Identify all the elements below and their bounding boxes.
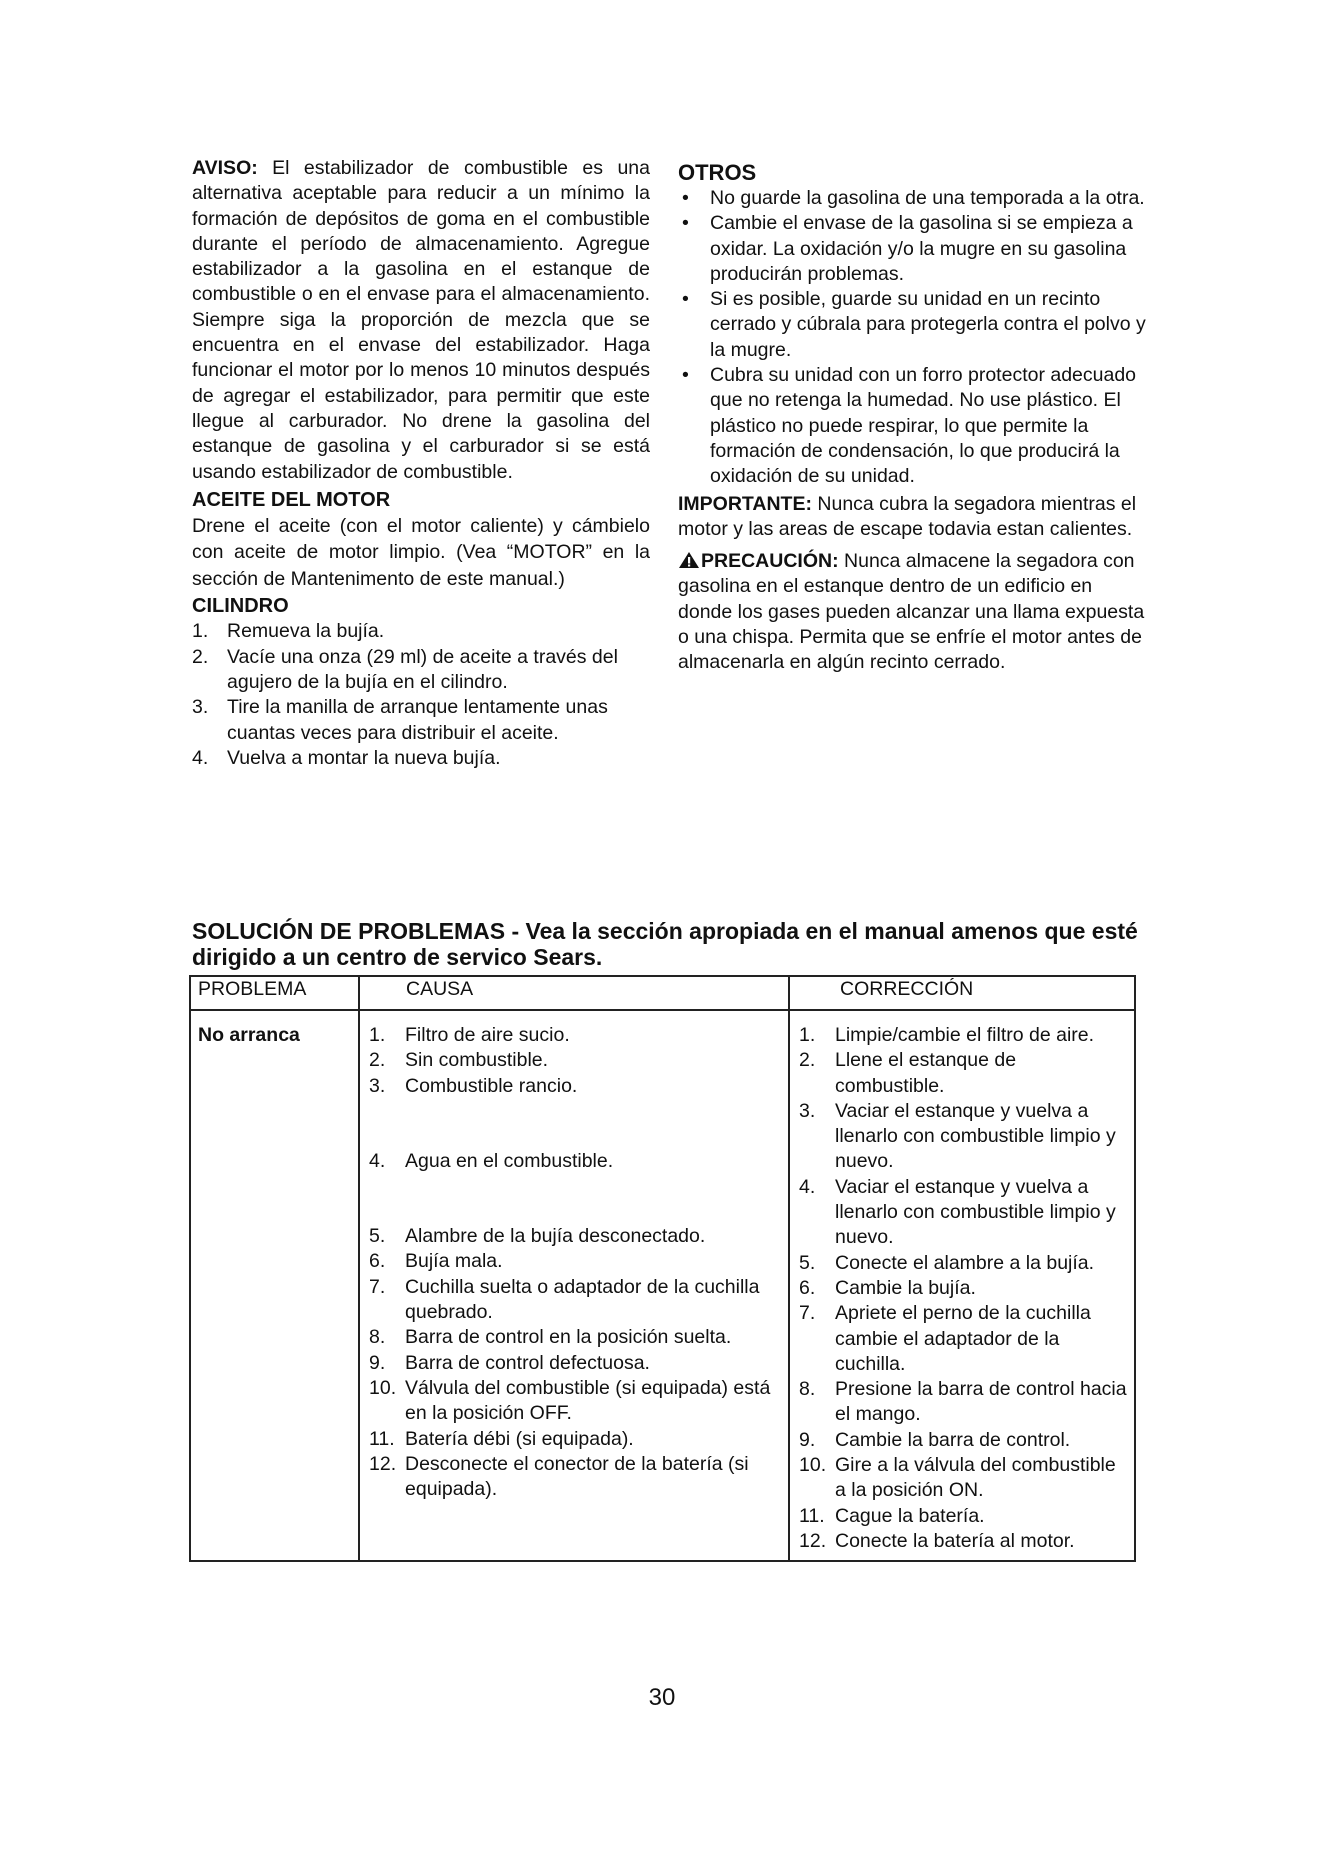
item-number: 4.	[369, 1149, 386, 1172]
list-item	[799, 1529, 1130, 1554]
troubleshooting-table	[189, 975, 1136, 1562]
list-item	[369, 1376, 784, 1427]
bullet-text: No guarde la gasolina de una temporada a la otra.	[710, 187, 1145, 209]
list-item	[799, 1428, 1130, 1453]
list-item	[678, 287, 1148, 363]
cause-text: Barra de control defectuosa.	[405, 1351, 650, 1374]
otros-bullets	[678, 186, 1148, 490]
warning-triangle-icon	[678, 551, 700, 569]
troubleshooting-title: SOLUCIÓN DE PROBLEMAS - Vea la sección apropiada en el manual amenos que esté dirigido a un centro de servico Sears.	[192, 918, 1138, 970]
item-number: 7.	[799, 1302, 816, 1325]
corrections-list	[790, 1023, 1134, 1554]
item-number: 5.	[369, 1225, 386, 1248]
table-header-row	[190, 976, 1135, 1010]
item-number: 3.	[799, 1099, 816, 1122]
list-item	[799, 1301, 1130, 1377]
item-number: 12.	[799, 1529, 827, 1552]
column-header-problema: PROBLEMA	[190, 976, 359, 1010]
cilindro-heading: CILINDRO	[192, 595, 289, 618]
bullet-icon: •	[682, 364, 689, 387]
item-number: 9.	[369, 1351, 386, 1374]
bullet-icon: •	[682, 187, 689, 209]
precaucion-paragraph	[678, 549, 1148, 675]
item-number: 10.	[799, 1454, 827, 1477]
list-item	[799, 1023, 1130, 1048]
list-item	[369, 1048, 784, 1073]
cause-text: Agua en el combustible.	[405, 1149, 614, 1172]
list-item	[192, 619, 650, 644]
correction-text: Conecte la batería al motor.	[835, 1529, 1075, 1552]
list-item	[369, 1275, 784, 1326]
list-item	[369, 1351, 784, 1376]
cause-text: Barra de control en la posición suelta.	[405, 1326, 732, 1349]
list-item	[192, 695, 650, 746]
step-number: 1.	[192, 620, 209, 643]
bullet-icon: •	[682, 288, 689, 311]
list-item	[678, 211, 1148, 287]
correction-text: Llene el estanque de combustible.	[835, 1049, 1017, 1097]
correction-text: Apriete el perno de la cuchilla cambie el adaptador de la cuchilla.	[835, 1302, 1091, 1375]
causes-cell	[359, 1010, 789, 1561]
list-item	[799, 1377, 1130, 1428]
list-item	[678, 186, 1148, 211]
list-item	[799, 1251, 1130, 1276]
cause-text: Cuchilla suelta o adaptador de la cuchilla quebrado.	[405, 1275, 760, 1324]
correction-text: Cague la batería.	[835, 1504, 985, 1527]
bullet-text: Cubra su unidad con un forro protector adecuado que no retenga la humedad. No use plástico. El plástico no puede respirar, lo que permite la formación de condensación, lo que producirá la oxidación de su unidad.	[710, 364, 1137, 488]
list-item	[369, 1427, 784, 1452]
step-number: 3.	[192, 696, 209, 719]
list-item	[369, 1023, 784, 1048]
aceite-text: Drene el aceite (con el motor caliente) y cámbielo con aceite de motor limpio. (Vea “MOTOR” en la sección de Mantenimento de este manual.)	[192, 514, 650, 590]
list-item	[678, 363, 1148, 489]
step-text: Tire la manilla de arranque lentamente unas cuantas veces para distribuir el aceite.	[227, 696, 608, 744]
item-number: 11.	[369, 1427, 395, 1450]
cause-text: Sin combustible.	[405, 1049, 549, 1072]
otros-heading: OTROS	[678, 160, 757, 185]
list-item	[369, 1224, 784, 1249]
page-number: 30	[648, 1684, 676, 1711]
item-number: 4.	[799, 1175, 816, 1198]
item-number: 6.	[369, 1250, 386, 1273]
correction-text: Conecte el alambre a la bujía.	[835, 1251, 1095, 1274]
column-header-causa: CAUSA	[359, 976, 789, 1010]
cilindro-steps	[192, 619, 650, 771]
importante-text: Nunca cubra la segadora mientras el motor y las areas de escape todavia estan calientes.	[678, 492, 1137, 540]
step-number: 4.	[192, 746, 209, 769]
item-number: 9.	[799, 1428, 816, 1451]
list-item	[799, 1099, 1130, 1175]
causes-list	[360, 1023, 788, 1502]
item-number: 6.	[799, 1276, 816, 1299]
bullet-text: Cambie el envase de la gasolina si se empieza a oxidar. La oxidación y/o la mugre en su gasolina producirán problemas.	[710, 212, 1133, 285]
step-number: 2.	[192, 645, 209, 668]
item-number: 8.	[369, 1326, 386, 1349]
correction-text: Gire a la válvula del combustible a la posición ON.	[835, 1454, 1116, 1502]
list-item	[192, 645, 650, 696]
cause-text: Batería débi (si equipada).	[405, 1427, 634, 1450]
list-item	[799, 1175, 1130, 1251]
list-item	[369, 1074, 784, 1099]
problem-cell: No arranca	[190, 1010, 359, 1561]
importante-label: IMPORTANTE:	[678, 492, 812, 515]
cause-text: Alambre de la bujía desconectado.	[405, 1225, 706, 1248]
bullet-text: Si es posible, guarde su unidad en un recinto cerrado y cúbrala para protegerla contra el polvo y la mugre.	[710, 288, 1146, 361]
correction-text: Presione la barra de control hacia el mango.	[835, 1378, 1127, 1426]
item-number: 1.	[369, 1024, 386, 1046]
list-item	[369, 1249, 784, 1274]
step-text: Vacíe una onza (29 ml) de aceite a través del agujero de la bujía en el cilindro.	[227, 645, 618, 693]
item-number: 12.	[369, 1452, 397, 1475]
column-header-correccion: CORRECCIÓN	[789, 976, 1135, 1010]
correction-text: Vaciar el estanque y vuelva a llenarlo con combustible limpio y nuevo.	[835, 1175, 1116, 1249]
item-number: 8.	[799, 1378, 816, 1401]
list-item	[369, 1325, 784, 1350]
list-item	[369, 1149, 784, 1174]
cause-text: Combustible rancio.	[405, 1074, 578, 1097]
list-item	[799, 1453, 1130, 1504]
list-item	[799, 1504, 1130, 1529]
item-number: 10.	[369, 1376, 397, 1399]
bullet-icon: •	[682, 212, 689, 235]
item-number: 2.	[799, 1049, 816, 1072]
aviso-text: El estabilizador de combustible es una alternativa aceptable para reducir a un mínimo la formación de depósitos de goma en el combustible durante el período de almacenamiento. Agregue estabilizador a la gasolina en el estanque de combustible o en el envase para el almacenamiento. Siempre siga la proporción de mezcla que se encuentra en el envase del estabilizador. Haga funcionar el motor por lo menos 10 minutos después de agregar el estabilizador, para permitir que este llegue al carburador. No drene la gasolina del estanque de gasolina y el carburador si se está usando estabilizador de combustible.	[192, 157, 650, 483]
item-number: 2.	[369, 1049, 386, 1072]
correction-text: Limpie/cambie el filtro de aire.	[835, 1024, 1095, 1046]
cause-text: Filtro de aire sucio.	[405, 1024, 570, 1046]
importante-paragraph	[678, 492, 1148, 543]
item-number: 1.	[799, 1024, 816, 1046]
list-item	[192, 746, 650, 771]
correction-text: Vaciar el estanque y vuelva a llenarlo con combustible limpio y nuevo.	[835, 1099, 1116, 1173]
item-number: 7.	[369, 1275, 386, 1298]
cause-text: Desconecte el conector de la batería (si equipada).	[405, 1452, 749, 1501]
precaucion-text: Nunca almacene la segadora con gasolina en el estanque dentro de un edificio en donde los gases pueden alcanzar una llama expuesta o una chispa. Permita que se enfríe el motor antes de almacenarla en algún recinto cerrado.	[678, 550, 1145, 674]
right-column	[678, 160, 1148, 676]
correction-text: Cambie la bujía.	[835, 1276, 976, 1299]
aviso-label: AVISO:	[192, 157, 258, 179]
left-column	[192, 156, 650, 771]
aceite-heading: ACEITE DEL MOTOR	[192, 488, 391, 511]
step-text: Remueva la bujía.	[227, 620, 385, 643]
step-text: Vuelva a montar la nueva bujía.	[227, 746, 501, 769]
correction-text: Cambie la barra de control.	[835, 1428, 1071, 1451]
list-item	[369, 1452, 784, 1503]
item-number: 3.	[369, 1074, 386, 1097]
aviso-paragraph	[192, 156, 650, 485]
item-number: 11.	[799, 1504, 825, 1527]
list-item	[799, 1276, 1130, 1301]
precaucion-label: PRECAUCIÓN:	[701, 550, 839, 573]
table-row	[190, 1010, 1135, 1561]
cause-text: Bujía mala.	[405, 1250, 503, 1273]
cause-text: Válvula del combustible (si equipada) está en la posición OFF.	[405, 1376, 771, 1425]
item-number: 5.	[799, 1251, 816, 1274]
corrections-cell	[789, 1010, 1135, 1561]
list-item	[799, 1048, 1130, 1099]
